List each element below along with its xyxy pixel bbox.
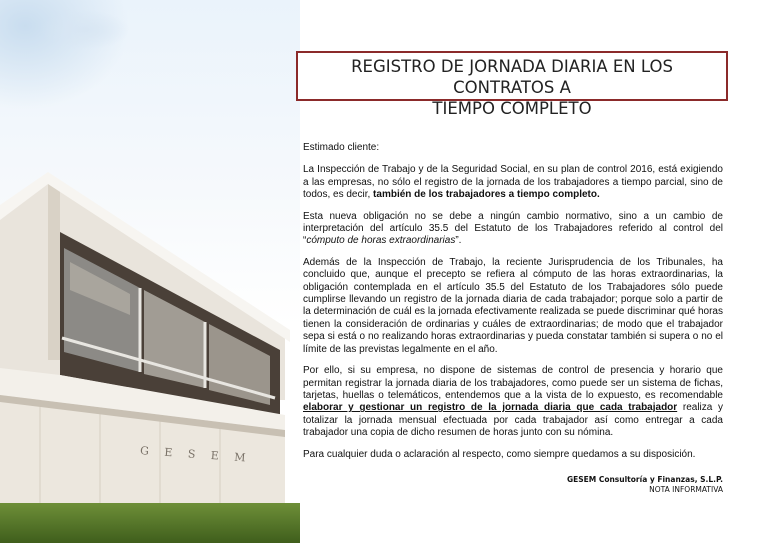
paragraph-2 bbox=[303, 211, 723, 248]
title-line-1: REGISTRO DE JORNADA DIARIA EN LOS CONTRATOS A bbox=[351, 57, 673, 97]
paragraph-4-emphasis: elaborar y gestionar un registro de la jornada diaria que cada trabajador bbox=[303, 402, 678, 414]
paragraph-4-end: realiza y totalizar la jornada mensual efectuada por cada trabajador así como entregar a cada trabajador una copia de dicho resumen de horas junto con su nómina. bbox=[303, 402, 723, 439]
building-photo bbox=[0, 0, 300, 543]
building-sign-text: G E S E M bbox=[139, 444, 252, 465]
paragraph-3: Además de la Inspección de Trabajo, la reciente Jurisprudencia de los Tribunales, ha concluido que, aunque el precepto se refiera al cómputo de las horas extraordinarias, la obligación contemplada en el artículo 35.5 del Estatuto de los Trabajadores sólo puede cumplirse llevando un registro de la jornada diaria de cada trabajador; porque solo a partir de la determinación de cuál es la jornada efectivamente realizada se puede discriminar qué horas tienen la consideración de ordinarias y cuáles de extraordinarias; de modo que el trabajador sepa si está o no realizando horas extraordinarias y pueda constatar también si supera o no el límite de las previstas legalmente en el año. bbox=[303, 256, 723, 355]
paragraph-2-italic: cómputo de horas extraordinarias bbox=[306, 235, 456, 247]
greeting: Estimado cliente: bbox=[303, 142, 380, 153]
paragraph-2-text: Esta nueva obligación no se debe a ningún cambio normativo, sino a un cambio de interpretación del artículo 35.5 del Estatuto de los Trabajadores referido al control del “ bbox=[303, 210, 723, 247]
document-title bbox=[296, 51, 728, 118]
building-illustration bbox=[0, 0, 300, 543]
paragraph-2-end: ”. bbox=[455, 235, 462, 247]
title-line-2: TIEMPO COMPLETO bbox=[432, 99, 592, 118]
grass bbox=[0, 503, 300, 543]
paragraph-1 bbox=[303, 164, 723, 201]
document-type-note: NOTA INFORMATIVA bbox=[649, 485, 723, 494]
letter-body bbox=[303, 142, 723, 470]
paragraph-1-text: La Inspección de Trabajo y de la Seguridad Social, en su plan de control 2016, está exigiendo a las empresas, no sólo el registro de la jornada de los trabajadores a tiempo parcial, sino de todos, es decir, bbox=[303, 164, 723, 201]
closing-paragraph: Para cualquier duda o aclaración al respecto, como siempre quedamos a su disposición. bbox=[303, 448, 696, 460]
company-name: GESEM Consultoría y Finanzas, S.L.P. bbox=[566, 475, 723, 484]
paragraph-1-emphasis: también de los trabajadores a tiempo completo. bbox=[373, 189, 600, 201]
paragraph-4 bbox=[303, 365, 723, 439]
paragraph-4-text: Por ello, si su empresa, no dispone de sistemas de control de presencia y horario que permitan registrar la jornada diaria de los trabajadores, como puede ser un sistema de fichas, tarjetas, huellas o telemáticos, entendemos que a la vista de lo expuesto, es recomendable bbox=[303, 365, 723, 401]
signature-block bbox=[567, 475, 723, 495]
